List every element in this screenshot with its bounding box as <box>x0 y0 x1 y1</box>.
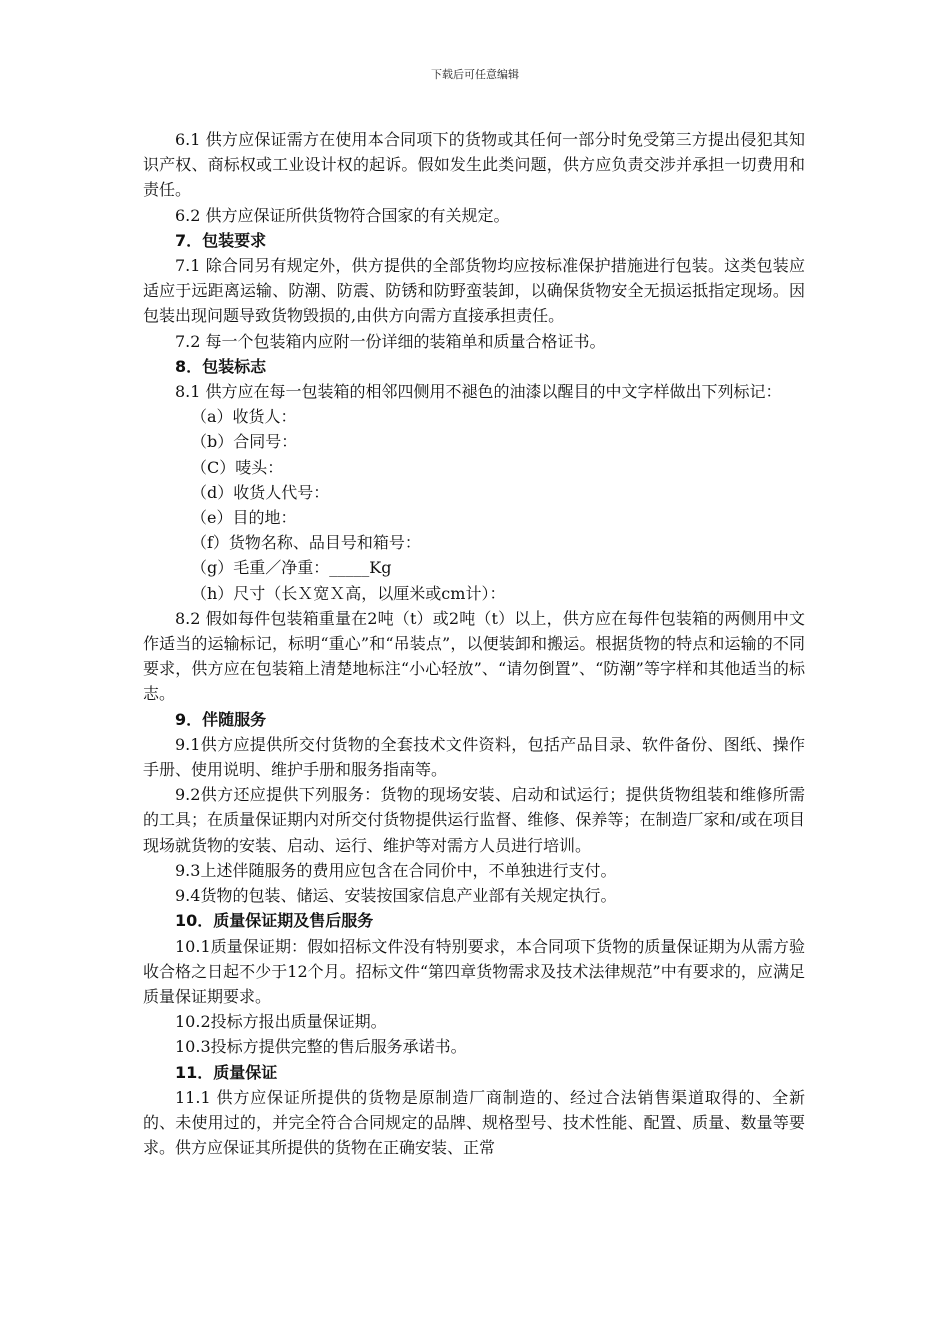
heading-packaging-marks: 8．包装标志 <box>175 356 267 376</box>
mark-item-shipping-mark: （C）唛头： <box>191 457 284 477</box>
paragraph-9-1: 9.1供方应提供所交付货物的全套技术文件资料，包括产品目录、软件备份、图纸、操作手册、使用说明、维护手册和服务指南等。 <box>143 734 805 780</box>
paragraph-10-2: 10.2投标方报出质量保证期。 <box>175 1012 387 1032</box>
mark-item-goods-name: （f）货物名称、品目号和箱号： <box>191 533 421 553</box>
document-body <box>143 127 805 1160</box>
mark-item-contract-no: （b）合同号： <box>191 432 298 452</box>
paragraph-10-1: 10.1质量保证期：假如招标文件没有特别要求，本合同项下货物的质量保证期为从需方验收合格之日起不少于12个月。招标文件“第四章货物需求及技术法律规范”中有要求的，应满足质量保证期要求。 <box>143 936 805 1006</box>
paragraph-9-2: 9.2供方还应提供下列服务：货物的现场安装、启动和试运行；提供货物组装和维修所需的工具；在质量保证期内对所交付货物提供运行监督、维修、保养等；在制造厂家和/或在项目现场就货物的安装、启动、运行、维护等对需方人员进行培训。 <box>143 785 805 855</box>
paragraph-11-1: 11.1 供方应保证所提供的货物是原制造厂商制造的、经过合法销售渠道取得的、全新的、未使用过的，并完全符合合同规定的品牌、规格型号、技术性能、配置、质量、数量等要求。供方应保证其所提供的货物在正确安装、正常 <box>143 1087 805 1158</box>
mark-item-destination: （e）目的地： <box>191 508 297 528</box>
paragraph-8-1: 8.1 供方应在每一包装箱的相邻四侧用不褪色的油漆以醒目的中文字样做出下列标记： <box>175 382 782 402</box>
paragraph-7-1: 7.1 除合同另有规定外，供方提供的全部货物均应按标准保护措施进行包装。这类包装应适应于远距离运输、防潮、防震、防锈和防野蛮装卸，以确保货物安全无损运抵指定现场。因包装出现问题导致货物毁损的,由供方向需方直接承担责任。 <box>143 256 805 326</box>
paragraph-10-3: 10.3投标方提供完整的售后服务承诺书。 <box>175 1037 467 1057</box>
paragraph-8-2: 8.2 假如每件包装箱重量在2吨（t）或2吨（t）以上，供方应在每件包装箱的两侧用中文作适当的运输标记，标明“重心”和“吊装点”，以便装卸和搬运。根据货物的特点和运输的不同要求，供方应在包装箱上清楚地标注“小心轻放”、“请勿倒置”、“防潮”等字样和其他适当的标志。 <box>143 608 805 704</box>
heading-packaging-requirements: 7．包装要求 <box>175 230 267 250</box>
paragraph-6-2: 6.2 供方应保证所供货物符合国家的有关规定。 <box>175 205 510 225</box>
paragraph-9-3: 9.3上述伴随服务的费用应包含在合同价中，不单独进行支付。 <box>175 860 617 880</box>
paragraph-6-1: 6.1 供方应保证需方在使用本合同项下的货物或其任何一部分时免受第三方提出侵犯其知识产权、商标权或工业设计权的起诉。假如发生此类问题，供方应负责交涉并承担一切费用和责任。 <box>143 130 805 200</box>
paragraph-7-2: 7.2 每一个包装箱内应附一份详细的装箱单和质量合格证书。 <box>175 331 606 351</box>
heading-accompanying-services: 9．伴随服务 <box>175 709 267 729</box>
page-header: 下载后可任意编辑 <box>431 68 519 81</box>
paragraph-9-4: 9.4货物的包装、储运、安装按国家信息产业部有关规定执行。 <box>175 886 617 906</box>
mark-item-dimensions: （h）尺寸（长Ｘ宽Ｘ高，以厘米或cm计）： <box>191 583 506 603</box>
heading-quality-assurance: 11．质量保证 <box>175 1062 278 1082</box>
heading-warranty-after-sales: 10．质量保证期及售后服务 <box>175 911 374 931</box>
mark-item-consignee: （a）收货人： <box>191 407 297 427</box>
mark-item-consignee-code: （d）收货人代号： <box>191 482 330 502</box>
mark-item-weight: （g）毛重／净重：_____Kg <box>191 558 392 578</box>
